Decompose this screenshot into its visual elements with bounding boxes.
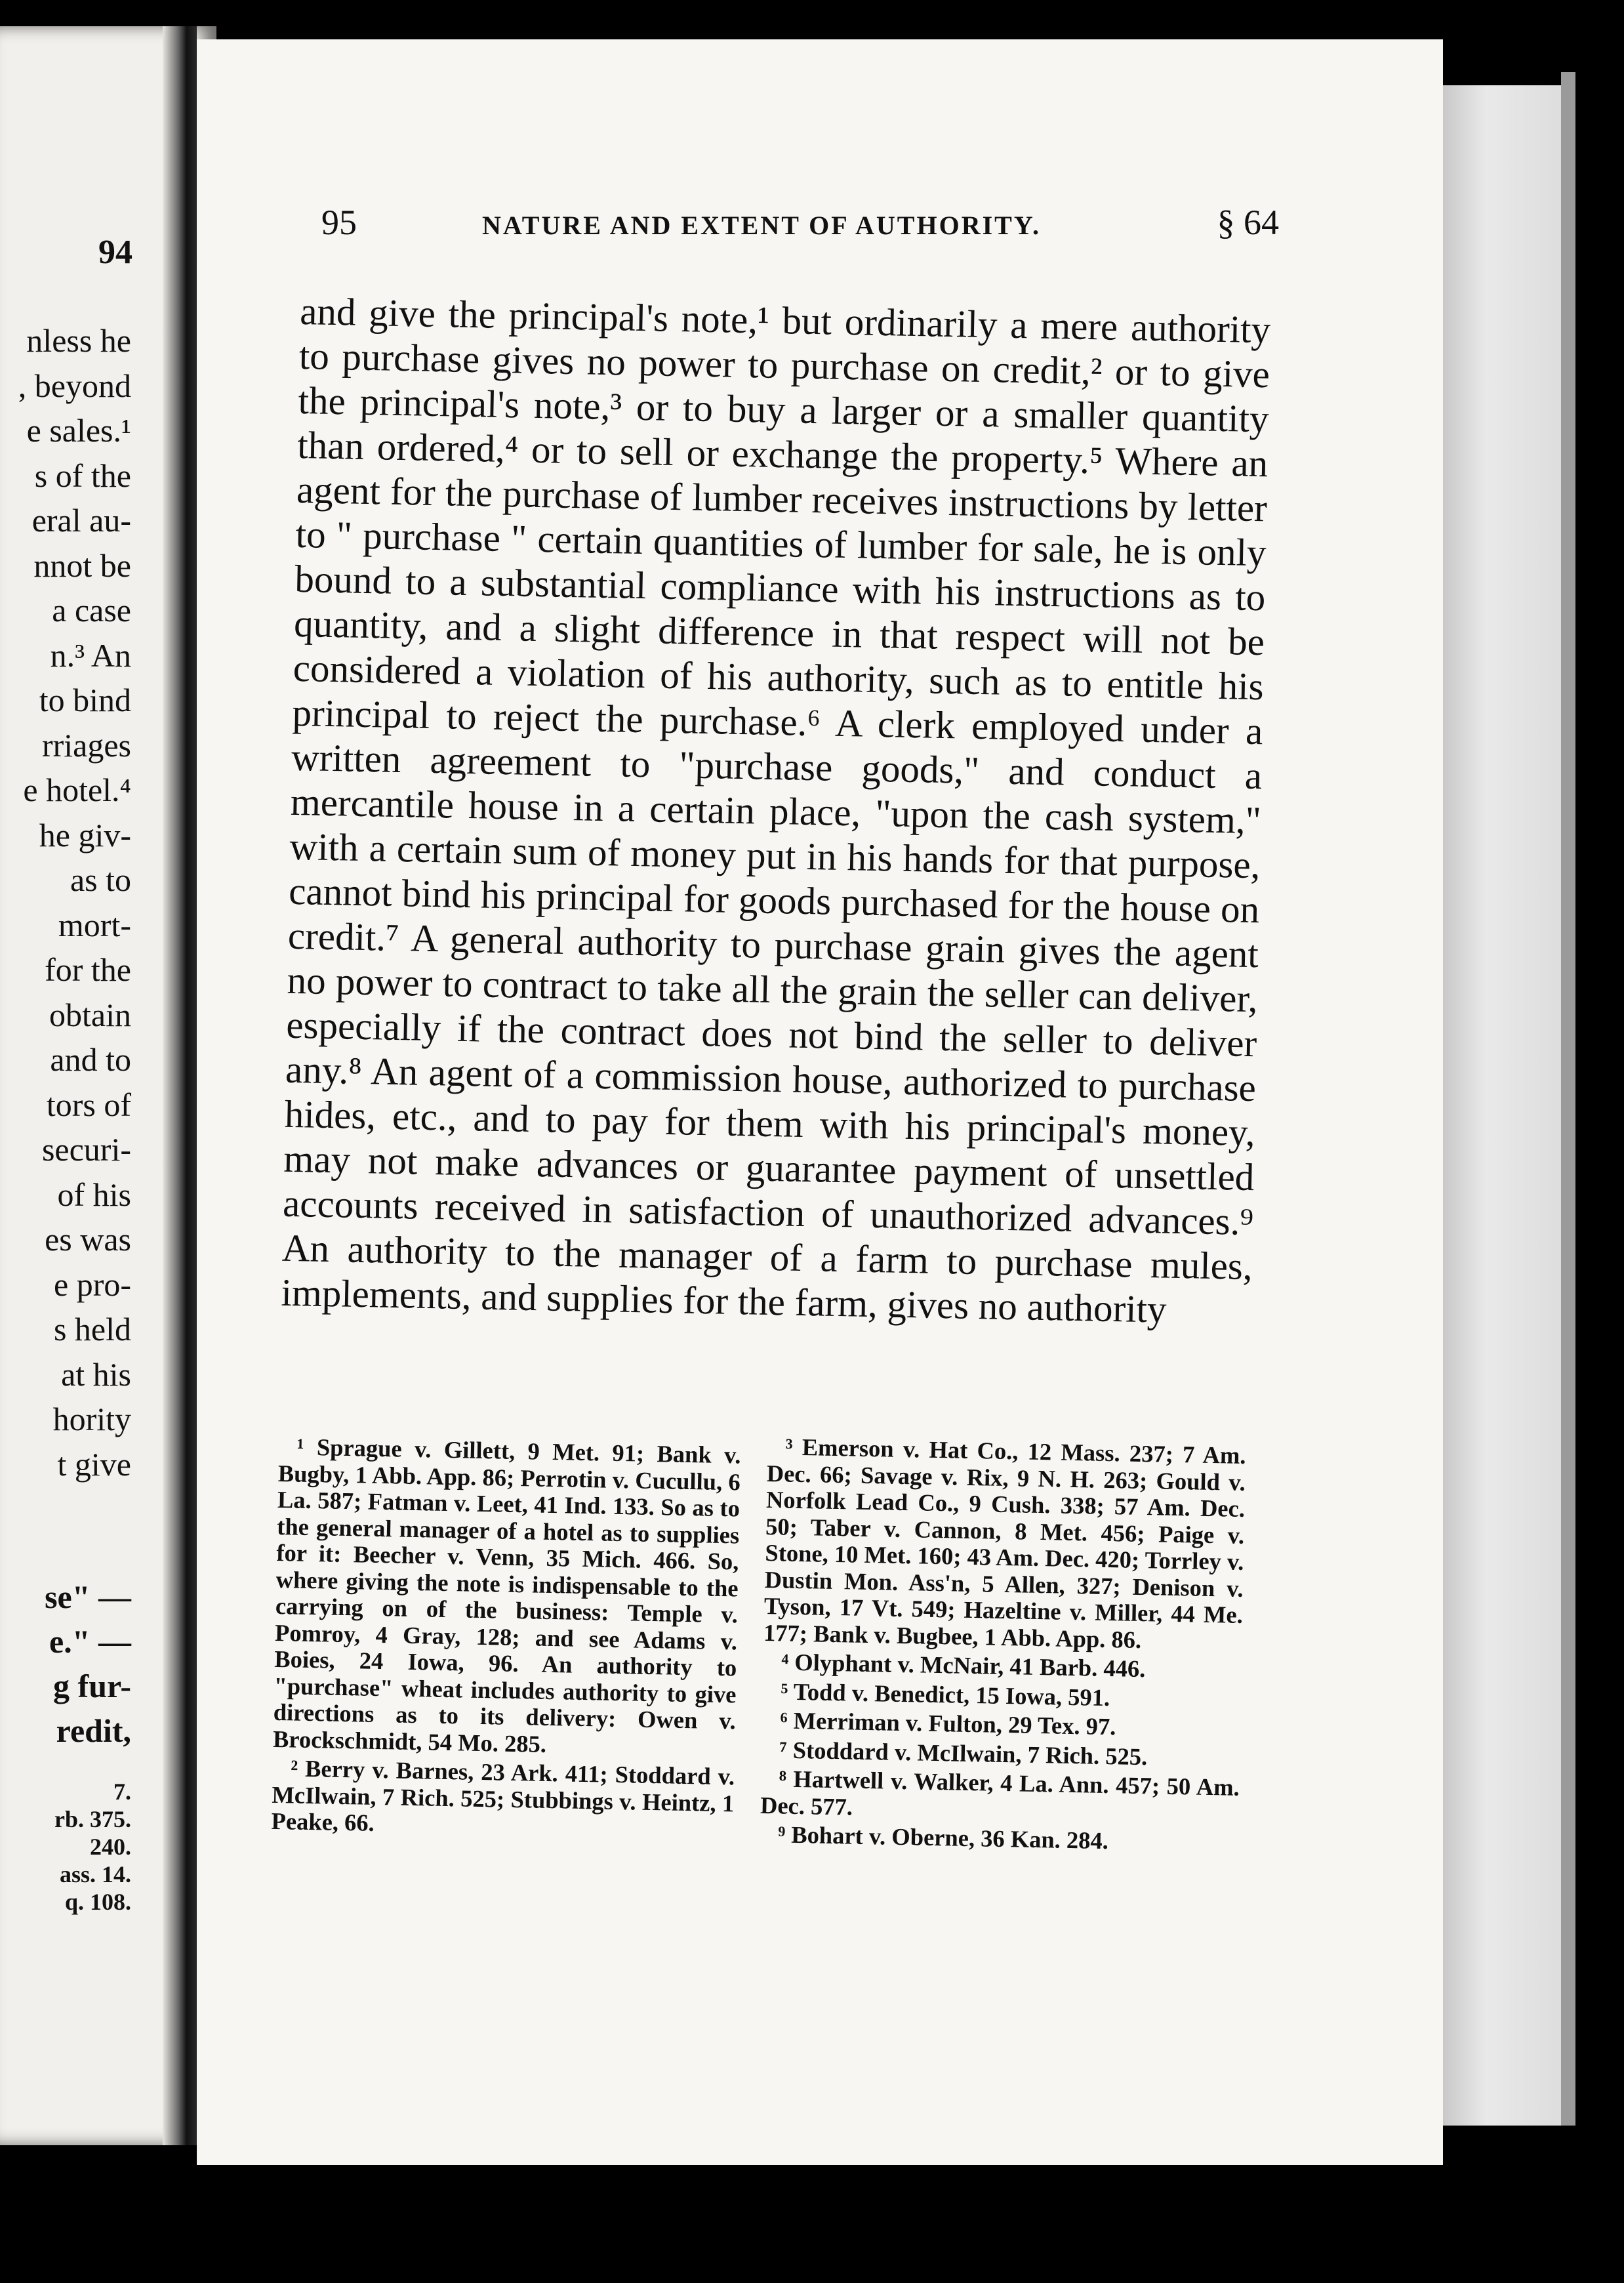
footnote-9: ⁹ Bohart v. Oberne, 36 Kan. 284. (777, 1820, 1109, 1855)
previous-page-line: n.³ An (50, 636, 131, 674)
previous-page-line: a case (52, 592, 131, 628)
previous-page-footnote-line: q. 108. (64, 1889, 131, 1915)
previous-page-line: rriages (41, 726, 131, 764)
previous-page-number: 94 (98, 234, 132, 271)
previous-page-line: se" — (45, 1578, 131, 1615)
previous-page-footnote-line: rb. 375. (54, 1806, 131, 1832)
previous-page-line: e." — (49, 1623, 131, 1660)
page-header (321, 202, 1279, 255)
previous-page-line: g fur- (53, 1668, 131, 1704)
page-stack-edge (1443, 85, 1568, 2126)
previous-page-line: hority (52, 1401, 131, 1437)
previous-page-text-lower (0, 1574, 131, 1753)
previous-page-line: eral au- (31, 502, 131, 539)
previous-page-footnotes (0, 1778, 131, 1916)
section-number: § 64 (1217, 203, 1279, 242)
previous-page-line: to bind (39, 682, 131, 718)
previous-page-line: nnot be (33, 546, 131, 584)
previous-page-line: e sales.¹ (26, 412, 131, 449)
previous-page-line: redit, (56, 1712, 131, 1749)
previous-page-footnote-line: ass. 14. (59, 1861, 131, 1887)
previous-page-line: t give (57, 1445, 131, 1483)
previous-page-line: obtain (49, 996, 131, 1033)
previous-page-line: at his (61, 1355, 131, 1393)
body-paragraph: and give the principal's note,¹ but ordinarily a mere authority to purchase gives no power to purchase on credit,² or to give the principal's note,³ or to buy a larger or a smaller quantity than ordered,⁴ or to sell or exchange the property.⁵ Where an agent for the purchase of lumber receives instructions by letter to " purchase " certain quantities of lumber for sale, he is only bound to a substantial compliance with his instructions as to quantity, and a slight difference in that respect will not be considered a violation of his authority, such as to entitle his principal to reject the purchase.⁶ A clerk employed under a written agreement to "purchase goods," and conduct a mercantile house in a certain place, "upon the cash system," with a certain sum of money put in his hands for that purpose, cannot bind his principal for goods purchased for the house on credit.⁷ A general authority to purchase grain gives the agent no power to contract to take all the grain the seller can deliver, especially if the contract does not bind the seller to deliver any.⁸ An agent of a commission house, authorized to purchase hides, etc., and to pay for them with his principal's money, may not make advances or guarantee payment of unsettled accounts received in satisfaction of unauthorized advances.⁹ An authority to the manager of a farm to purchase mules, implements, and supplies for the farm, gives no authority (280, 289, 1271, 1331)
footnote-2: ² Berry v. Barnes, 23 Ark. 411; Stoddard v. McIlwain, 7 Rich. 525; Stubbings v. Heintz, 1 Peake, 66. (271, 1754, 735, 1836)
footnote-6: ⁶ Merriman v. Fulton, 29 Tex. 97. (780, 1706, 1116, 1740)
page-stack-shadow (1561, 72, 1575, 2126)
footnote-8: ⁸ Hartwell v. Walker, 4 La. Ann. 457; 50 Am. Dec. 577. (760, 1765, 1240, 1820)
previous-page-line: of his (57, 1176, 131, 1213)
previous-page-line: mort- (58, 906, 131, 943)
previous-page-line: nless he (26, 322, 131, 359)
footnotes-right-column (760, 1433, 1246, 1859)
previous-page-line: for the (45, 951, 131, 988)
previous-page-text (0, 318, 131, 1487)
previous-page-line: and to (50, 1041, 131, 1078)
running-title: NATURE AND EXTENT OF AUTHORITY. (482, 211, 1042, 240)
footnotes-left-column (271, 1433, 741, 1846)
previous-page-footnote-line: 240. (90, 1834, 131, 1860)
footnote-4: ⁴ Olyphant v. McNair, 41 Barb. 446. (781, 1648, 1146, 1683)
footnote-7: ⁷ Stoddard v. McIlwain, 7 Rich. 525. (779, 1735, 1148, 1770)
previous-page-line: , beyond (18, 367, 131, 404)
page-number: 95 (321, 203, 357, 242)
footnote-1: ¹ Sprague v. Gillett, 9 Met. 91; Bank v. Bugby, 1 Abb. App. 86; Perrotin v. Cucullu, 6 La. 587; Fatman v. Leet, 41 Ind. 133. So as to the general manager of a hotel as to supplies for it: Beecher v. Venn, 35 Mich. 466. So, where giving the note is indispensable to the carrying on of the business: Temple v. Pomroy, 4 Gray, 128; and see Adams v. Boies, 24 Iowa, 96. An authority to "purchase" wheat includes authority to give directions as to its delivery: Owen v. Brockschmidt, 54 Mo. 285. (272, 1433, 741, 1758)
previous-page-line: securi- (41, 1131, 131, 1168)
previous-page-line: e pro- (54, 1265, 131, 1303)
body-text (281, 289, 1271, 1333)
previous-page-line: he giv- (39, 816, 131, 854)
previous-page-line: es was (45, 1221, 131, 1258)
previous-page-line: s of the (34, 457, 131, 494)
previous-page-footnote-line: 7. (113, 1779, 131, 1805)
book-gutter (163, 26, 197, 2145)
previous-page-line: as to (70, 861, 131, 898)
footnote-3: ³ Emerson v. Hat Co., 12 Mass. 237; 7 Am. Dec. 66; Savage v. Rix, 9 N. H. 263; Gould v. Norfolk Lead Co., 9 Cush. 338; 57 Am. Dec. 50; Taber v. Cannon, 8 Met. 456; Paige v. Stone, 10 Met. 160; 43 Am. Dec. 420; Torrley v. Dustin Mon. Ass'n, 5 Allen, 327; Denison v. Tyson, 17 Vt. 549; Hazeltine v. Miller, 44 Me. 177; Bank v. Bugbee, 1 Abb. App. 86. (763, 1433, 1246, 1653)
previous-page-line: tors of (46, 1086, 131, 1123)
footnote-5: ⁵ Todd v. Benedict, 15 Iowa, 591. (781, 1677, 1110, 1711)
previous-page-line: e hotel.⁴ (23, 771, 131, 808)
previous-page-line: s held (53, 1311, 131, 1347)
